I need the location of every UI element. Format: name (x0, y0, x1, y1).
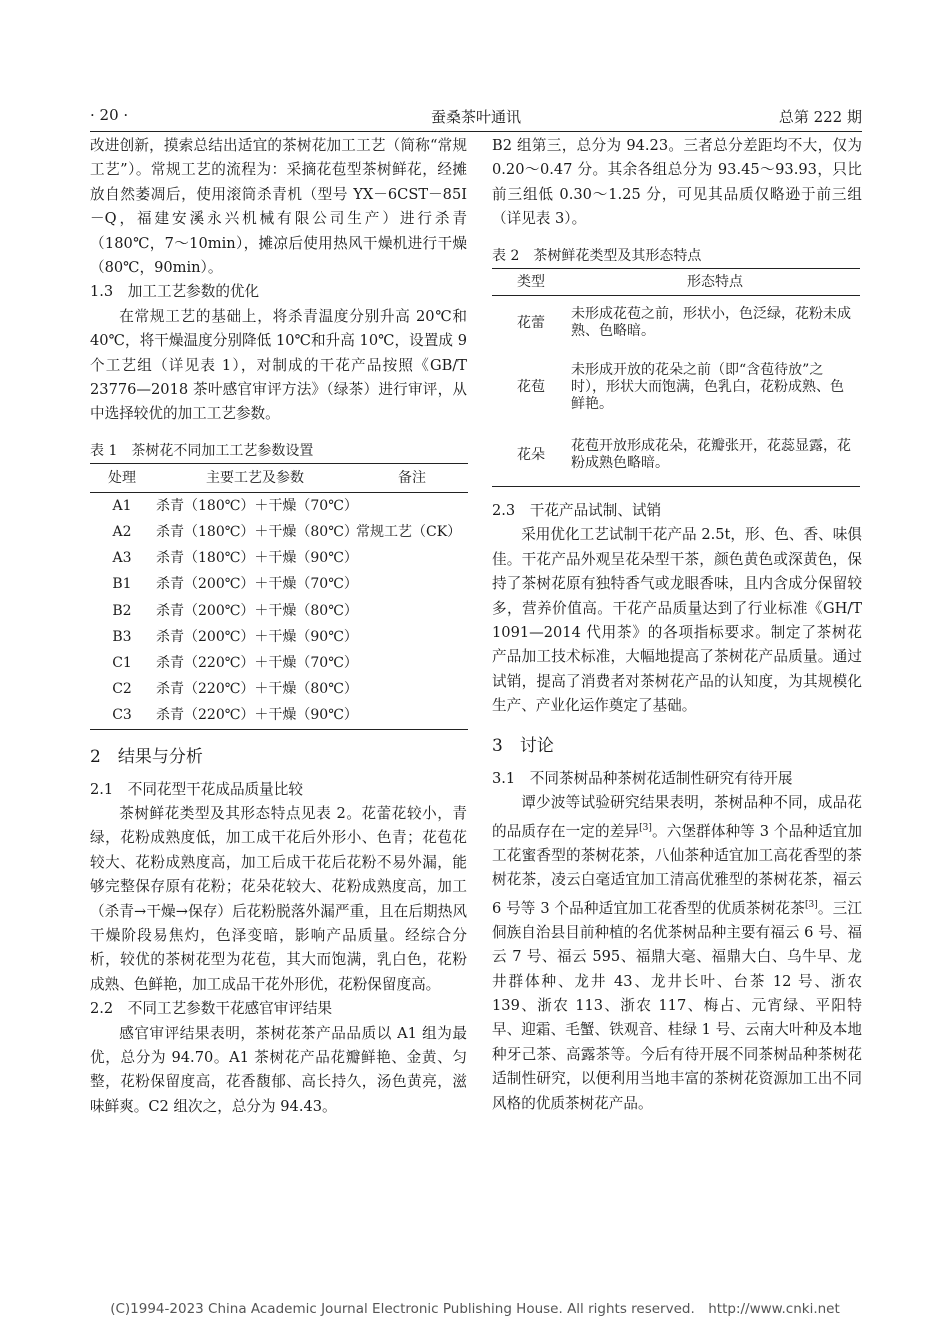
table1-cell: B2 (112, 602, 132, 619)
heading-3: 3 讨论 (492, 735, 554, 756)
table1-cell: B1 (112, 576, 132, 593)
table1-cell: 杀青（220℃）＋干燥（80℃） (156, 681, 358, 698)
table-row (90, 702, 468, 729)
table1-header-row (90, 463, 468, 492)
header-rule (90, 131, 862, 132)
table-row (90, 519, 468, 545)
heading-2-2: 2.2 不同工艺参数干花感官审评结果 (90, 1000, 333, 1018)
table2-cell: 花苞开放形成花朵，花瓣张开，花蕊显露，花粉成熟色略暗。 (570, 424, 860, 487)
table1-cell: A1 (112, 497, 132, 514)
table-row (90, 650, 468, 676)
table2-cell: 花苞 (517, 378, 545, 395)
table-row (492, 424, 860, 487)
paragraph-3-1 (492, 791, 862, 1116)
table1-cell: 杀青（180℃）＋干燥（80℃） (156, 523, 358, 540)
running-header (90, 106, 862, 130)
table1-cell (356, 598, 468, 624)
page-number: · 20 · (90, 106, 129, 124)
table-row (492, 350, 860, 424)
paragraph-intro: 改进创新，摸索总结出适宜的茶树花加工工艺（简称“常规工艺”）。常规工艺的流程为：采摘花苞型茶树鲜花，经摊放自然萎凋后，使用滚筒杀青机（型号 YX－6CST－85I－Q，福建安溪永兴机械有限公司生产）进行杀青（180℃，7～10min），摊凉后使用热风干燥机进行干燥（80℃，90min）。 (90, 137, 467, 277)
paragraph-2-1: 茶树鲜花类型及其形态特点见表 2。花蕾花较小，青绿，花粉成熟度低，加工成干花后外形小、色青；花苞花较大、花粉成熟度高，加工后成干花后花粉不易外漏，能够完整保存原有花粉；花朵花较大、花粉成熟度高，加工（杀青→干燥→保存）后花粉脱落外漏严重，且在后期热风干燥阶段易焦灼，色泽变暗，影响产品质量。经综合分析，较优的茶树花型为花苞，其大而饱满，乳白色，花粉成熟、色鲜艳，加工成品干花外形优，花粉保留度高。 (90, 804, 467, 993)
table1-header: 主要工艺及参数 (154, 463, 356, 492)
table2-cell: 花朵 (492, 424, 570, 487)
table-row (90, 624, 468, 650)
table1-cell: 杀青（180℃）＋干燥（70℃） (156, 497, 358, 514)
issue-number: 总第 222 期 (778, 108, 862, 126)
table1-cell: C3 (90, 702, 154, 729)
table1-cell: 杀青（180℃）＋干燥（90℃） (156, 550, 358, 567)
table1-cell (356, 650, 468, 676)
table1-cell: B3 (112, 628, 132, 645)
table1-cell (356, 545, 468, 571)
table1-cell (356, 624, 468, 650)
table-row (90, 492, 468, 519)
heading-1-3: 1.3 加工工艺参数的优化 (90, 283, 260, 301)
heading-2: 2 结果与分析 (90, 746, 203, 767)
table1-cell: C2 (112, 681, 132, 698)
paragraph-3-1-part-b: 。六堡群体种等 3 个品种适宜加工花蜜香型的茶树花茶，八仙茶种适宜加工高花香型的茶树花茶，凌云白毫适宜加工清高优雅型的茶树花茶，福云 6 号等 3 个品种适宜加工花香型的优质茶树花茶 (492, 822, 862, 917)
table2-cell: 未形成开放的花朵之前（即“含苞待放”之时），形状大而饱满，色乳白，花粉成熟、色鲜艳。 (571, 361, 844, 412)
table1 (90, 463, 468, 730)
table1-cell (356, 571, 468, 597)
table1-cell: 杀青（220℃）＋干燥（70℃） (156, 654, 358, 671)
table1-cell (356, 492, 468, 519)
paragraph-3-1-part-c: 。三江侗族自治县目前种植的名优茶树品种主要有福云 6 号、福云 7 号、福云 595、福鼎大毫、福鼎大白、乌牛早、龙井群体种、龙井 43、龙井长叶、台茶 12 号、浙农 139、浙农 113、浙农 117、梅占、元宵绿、平阳特早、迎霜、毛蟹、铁观音、桂绿 1 号、云南大叶种及本地种牙己茶、高露茶等。今后有待开展不同茶树品种茶树花适制性研究，以便利用当地丰富的茶树花资源加工出不同风格的优质茶树花产品。 (492, 899, 862, 1112)
table2-header-row (492, 268, 860, 295)
heading-2-1: 2.1 不同花型干花成品质量比较 (90, 780, 303, 798)
paragraph-1-3: 在常规工艺的基础上，将杀青温度分别升高 20℃和 40℃，将干燥温度分别降低 10℃和升高 10℃，设置成 9 个工艺组（详见表 1），对制成的干花产品按照《GB/T 23776—2018 茶叶感官审评方法》（绿茶）进行审评，从中选择较优的加工工艺参数。 (90, 307, 467, 423)
table1-cell: A3 (112, 550, 132, 567)
table-row (90, 545, 468, 571)
citation-ref: [3] (639, 822, 652, 833)
table1-cell: 杀青（200℃）＋干燥（90℃） (156, 628, 358, 645)
table2-cell: 未形成花苞之前，形状小，色泛绿，花粉未成熟、色略暗。 (571, 306, 851, 340)
heading-3-1: 3.1 不同茶树品种茶树花适制性研究有待开展 (492, 769, 793, 787)
table1-header: 备注 (356, 463, 468, 492)
table2-caption: 表 2 茶树鲜花类型及其形态特点 (492, 247, 702, 264)
table-row (492, 296, 860, 351)
table1-cell: 杀青（220℃）＋干燥（90℃） (154, 702, 356, 729)
table2-cell: 花蕾 (517, 314, 545, 331)
journal-title: 蚕桑茶叶通讯 (430, 108, 521, 126)
table-row (90, 676, 468, 702)
citation-ref: [3] (805, 899, 818, 910)
table1-cell: A2 (112, 523, 132, 540)
paragraph-2-2-continued: B2 组第三，总分为 94.23。三者总分差距均不大，仅为 0.20～0.47 分。其余各组总分为 93.45～93.93，只比前三组低 0.30～1.25 分，可见其品质仅略逊于前三组（详见表 3）。 (492, 137, 862, 228)
paragraph-3-1-part-a: 谭少波等试验研究结果表明，茶树品种不同，成品花的品质存在一定的差异 (492, 794, 862, 840)
copyright-footer: (C)1994-2023 China Academic Journal Electronic Publishing House. All rights reserved. http://www.cnki.net (110, 1301, 840, 1317)
table1-cell (356, 702, 468, 729)
table-row (90, 571, 468, 597)
paragraph-2-2: 感官审评结果表明，茶树花茶产品品质以 A1 组为最优，总分为 94.70。A1 茶树花产品花瓣鲜艳、金黄、匀整，花粉保留度高，花香馥郁、高长持久，汤色黄亮，滋味鲜爽。C2 组次之，总分为 94.43。 (90, 1024, 467, 1115)
table1-cell: C1 (112, 654, 132, 671)
table-row (90, 598, 468, 624)
paragraph-2-3: 采用优化工艺试制干花产品 2.5t，形、色、香、味俱佳。干花产品外观呈花朵型干茶，颜色黄色或深黄色，保持了茶树花原有独特香气或龙眼香味，且内含成分保留较多，营养价值高。干花产品质量达到了行业标准《GH/T 1091—2014 代用茶》的各项指标要求。制定了茶树花产品加工技术标准，大幅地提高了茶树花产品质量。通过试销，提高了消费者对茶树花产品的认知度，为其规模化生产、产业化运作奠定了基础。 (492, 526, 862, 715)
table1-header: 处理 (90, 463, 154, 492)
table2 (492, 268, 860, 487)
table1-cell: 杀青（200℃）＋干燥（70℃） (156, 576, 358, 593)
table1-cell (356, 676, 468, 702)
table1-cell: 常规工艺（CK） (356, 523, 462, 540)
table1-cell: 杀青（200℃）＋干燥（80℃） (156, 602, 358, 619)
right-column (492, 134, 862, 1116)
left-column (90, 134, 467, 1119)
table1-caption: 表 1 茶树花不同加工工艺参数设置 (90, 442, 314, 459)
table2-header: 类型 (492, 268, 570, 295)
heading-2-3: 2.3 干花产品试制、试销 (492, 502, 662, 520)
table2-header: 形态特点 (570, 268, 860, 295)
